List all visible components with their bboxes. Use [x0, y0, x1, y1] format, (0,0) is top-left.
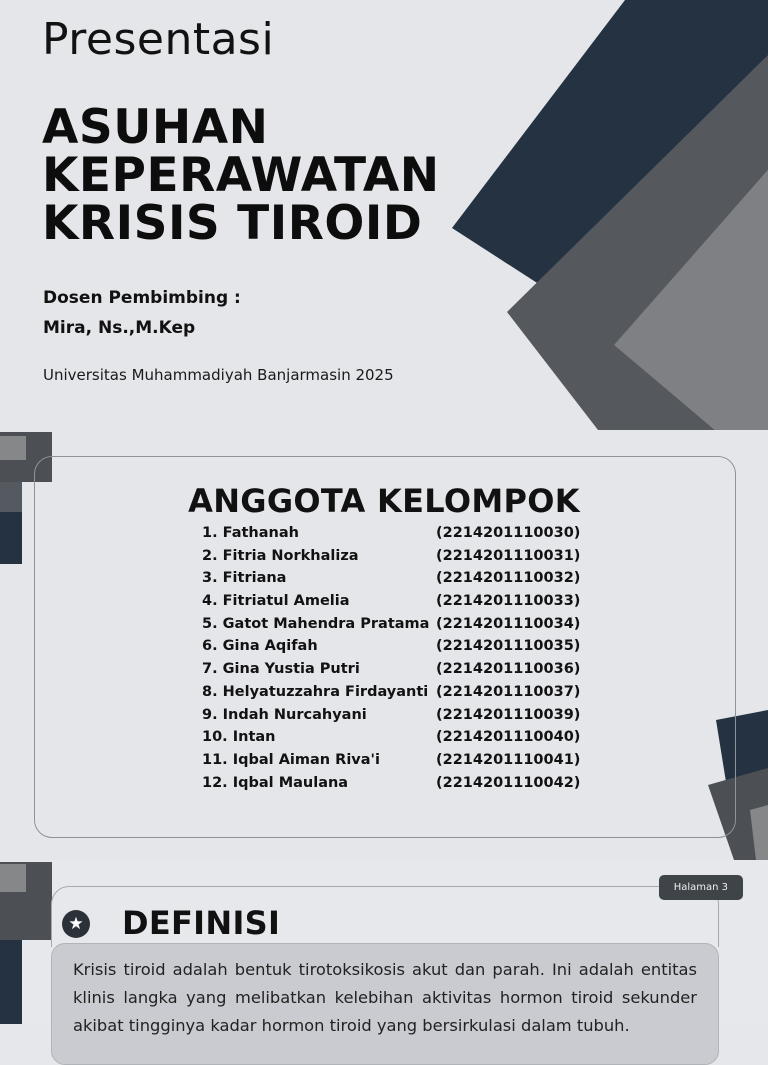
definition-box [51, 943, 719, 1065]
title-line-3: KRISIS TIROID [42, 196, 423, 251]
navy-block-shape [0, 940, 22, 1024]
member-row [202, 525, 582, 548]
title-line-2: KEPERAWATAN [42, 148, 440, 203]
supervisor-label: Dosen Pembimbing : [43, 288, 241, 308]
member-student-id: (2214201110034) [436, 615, 581, 632]
light-gray-block-shape [0, 864, 26, 892]
member-student-id: (2214201110032) [436, 570, 581, 587]
member-row [202, 570, 582, 593]
member-name: 7. Gina Yustia Putri [202, 661, 360, 678]
member-student-id: (2214201110030) [436, 525, 581, 541]
member-student-id: (2214201110036) [436, 661, 581, 678]
member-row [202, 752, 582, 775]
supervisor-name: Mira, Ns.,M.Kep [43, 318, 196, 338]
member-name: 4. Fitriatul Amelia [202, 593, 350, 610]
page-badge: Halaman 3 [659, 875, 743, 900]
member-name: 1. Fathanah [202, 525, 299, 541]
member-name: 9. Indah Nurcahyani [202, 706, 367, 723]
member-student-id: (2214201110040) [436, 729, 581, 746]
member-name: 2. Fitria Norkhaliza [202, 547, 359, 564]
member-row [202, 775, 582, 798]
member-student-id: (2214201110041) [436, 751, 581, 768]
member-list [202, 525, 582, 797]
presentation-title [42, 100, 440, 251]
definition-paragraph: Krisis tiroid adalah bentuk tirotoksikosis akut dan parah. Ini adalah entitas klinis langka yang melibatkan kelebihan aktivitas hormon tiroid sekunder akibat tingginya kadar hormon tiroid yang bersirkulasi dalam tubuh. [73, 960, 697, 1035]
presentation-kicker: Presentasi [42, 14, 275, 65]
member-row [202, 661, 582, 684]
member-name: 5. Gatot Mahendra Pratama [202, 615, 430, 632]
member-name: 8. Helyatuzzahra Firdayanti [202, 683, 429, 700]
member-name: 6. Gina Aqifah [202, 638, 318, 655]
member-student-id: (2214201110031) [436, 547, 581, 564]
star-icon: ★ [62, 910, 90, 938]
member-row [202, 684, 582, 707]
definition-heading: DEFINISI [122, 904, 281, 942]
member-row [202, 729, 582, 752]
member-row [202, 707, 582, 730]
definition-slide [0, 860, 768, 1035]
title-slide [0, 0, 768, 430]
light-gray-block-shape [0, 436, 26, 460]
member-row [202, 548, 582, 571]
member-row [202, 616, 582, 639]
member-name: 10. Intan [202, 729, 276, 746]
members-slide [0, 430, 768, 860]
member-student-id: (2214201110037) [436, 683, 581, 700]
university-line: Universitas Muhammadiyah Banjarmasin 2025 [43, 366, 394, 384]
member-name: 11. Iqbal Aiman Riva'i [202, 751, 380, 768]
member-name: 12. Iqbal Maulana [202, 774, 349, 791]
member-row [202, 593, 582, 616]
title-line-1: ASUHAN [42, 100, 269, 155]
member-student-id: (2214201110042) [436, 774, 581, 791]
member-student-id: (2214201110035) [436, 638, 581, 655]
member-name: 3. Fitriana [202, 570, 287, 587]
member-student-id: (2214201110033) [436, 593, 581, 610]
member-student-id: (2214201110039) [436, 706, 581, 723]
members-heading: ANGGOTA KELOMPOK [188, 482, 580, 520]
member-row [202, 638, 582, 661]
